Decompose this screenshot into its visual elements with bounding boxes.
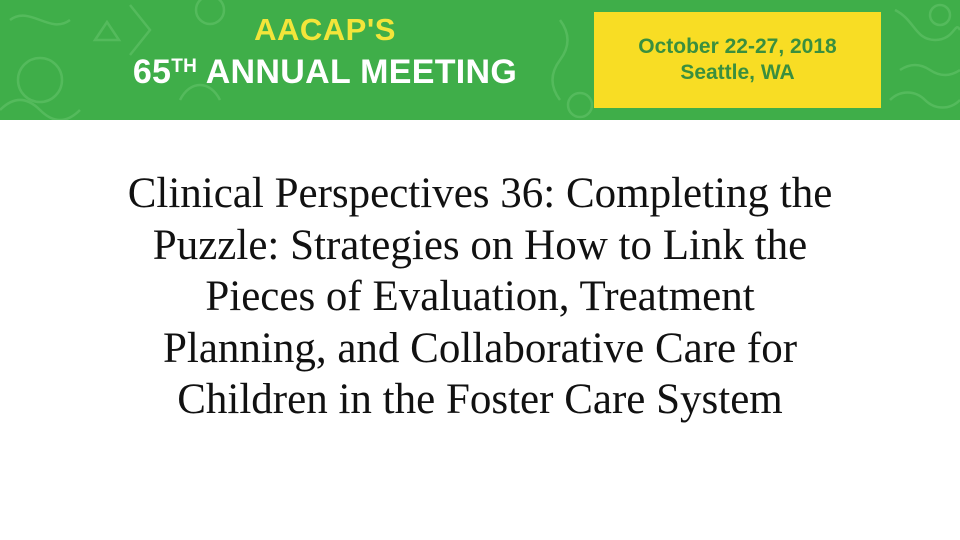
meeting-location: Seattle, WA (680, 61, 795, 84)
title-line: Planning, and Collaborative Care for (162, 324, 798, 372)
date-location-box (594, 12, 881, 108)
title-line: Pieces of Evaluation, Treatment (205, 273, 755, 320)
meeting-name: ANNUAL MEETING (205, 53, 518, 91)
title-line: Children in the Foster Care System (177, 376, 783, 423)
anniversary-number: 65 (132, 53, 172, 91)
title-line: Clinical Perspectives 36: Completing the (127, 170, 833, 217)
annual-meeting-title (100, 55, 550, 89)
slide-title (30, 168, 930, 426)
conference-banner (0, 0, 960, 120)
meeting-name-block (100, 14, 550, 89)
title-line: Puzzle: Strategies on How to Link the (152, 221, 808, 269)
meeting-dates: October 22-27, 2018 (638, 34, 837, 58)
anniversary-suffix: TH (171, 56, 198, 77)
organization-name: AACAP'S (254, 12, 396, 47)
